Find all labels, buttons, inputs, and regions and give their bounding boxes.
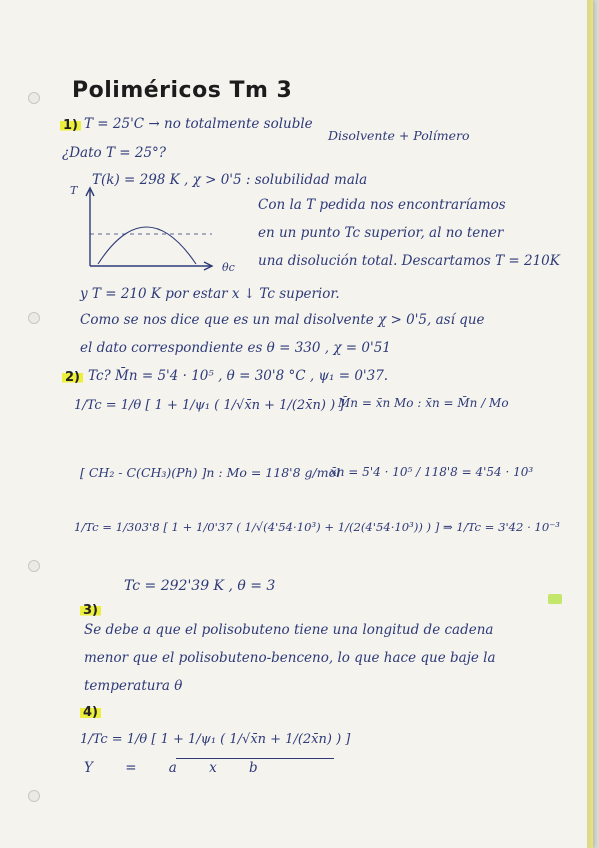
q1-statement: T = 25'C → no totalmente soluble	[84, 116, 313, 132]
q1-values: T(k) = 298 K , χ > 0'5 : solubilidad mala	[92, 172, 368, 188]
q2-header: Tc? M̄n = 5'4 · 10⁵ , θ = 30'8 °C , ψ₁ = 0'37.	[88, 368, 389, 384]
q1-line-b: Como se nos dice que es un mal disolvente χ > 0'5, así que	[80, 312, 485, 328]
page-edge	[587, 0, 593, 848]
q1-note-right: Disolvente + Polímero	[328, 128, 470, 143]
q2-result: Tc = 292'39 K , θ = 3	[124, 578, 276, 594]
q1-line-a: y T = 210 K por estar x ↓ Tc superior.	[80, 286, 340, 302]
graph-y-label: T	[70, 184, 78, 197]
q3-line-2: menor que el polisobuteno-benceno, lo que hace que baje la	[84, 650, 496, 666]
punch-hole	[28, 92, 40, 104]
solubility-graph	[64, 182, 224, 282]
q1-explanation-1: Con la T pedida nos encontraríamos	[258, 197, 506, 213]
q1-line-c: el dato correspondiente es θ = 330 , χ = 0'51	[80, 340, 391, 356]
highlight-mark	[548, 594, 562, 604]
q1-question: ¿Dato T = 25°?	[62, 145, 167, 161]
punch-hole	[28, 790, 40, 802]
question-1-number: 1)	[60, 118, 81, 133]
q2-monomer: [ CH₂ - C(CH₃)(Ph) ]n : Mo = 118'8 g/mol	[80, 465, 341, 480]
page-title: Poliméricos Tm 3	[72, 78, 293, 103]
q1-explanation-3: una disolución total. Descartamos T = 210K	[258, 253, 560, 269]
q3-line-3: temperatura θ	[84, 678, 183, 694]
q1-explanation-2: en un punto Tc superior, al no tener	[258, 225, 504, 241]
punch-hole	[28, 312, 40, 324]
q2-xn-value: x̄n = 5'4 · 10⁵ / 118'8 = 4'54 · 10³	[330, 465, 534, 479]
q2-xn-definition: M̄n = x̄n Mo : x̄n = M̄n / Mo	[338, 396, 509, 410]
punch-hole	[28, 560, 40, 572]
q3-line-1: Se debe a que el polisobuteno tiene una longitud de cadena	[84, 622, 494, 638]
q4-mapping: Y = a x b	[84, 760, 258, 776]
question-3-number: 3)	[80, 603, 101, 618]
q4-brace-b	[176, 758, 334, 759]
q2-substituted: 1/Tc = 1/303'8 [ 1 + 1/0'37 ( 1/√(4'54·10³) + 1/(2(4'54·10³)) ) ] ⇒ 1/Tc = 3'42 · 10⁻³	[74, 520, 560, 534]
q2-formula-general: 1/Tc = 1/θ [ 1 + 1/ψ₁ ( 1/√x̄n + 1/(2x̄n) ) ]	[74, 398, 345, 413]
graph-x-label: θc	[222, 261, 235, 274]
question-2-number: 2)	[62, 370, 83, 385]
question-4-number: 4)	[80, 705, 101, 720]
q4-formula: 1/Tc = 1/θ [ 1 + 1/ψ₁ ( 1/√x̄n + 1/(2x̄n) ) ]	[80, 732, 351, 747]
